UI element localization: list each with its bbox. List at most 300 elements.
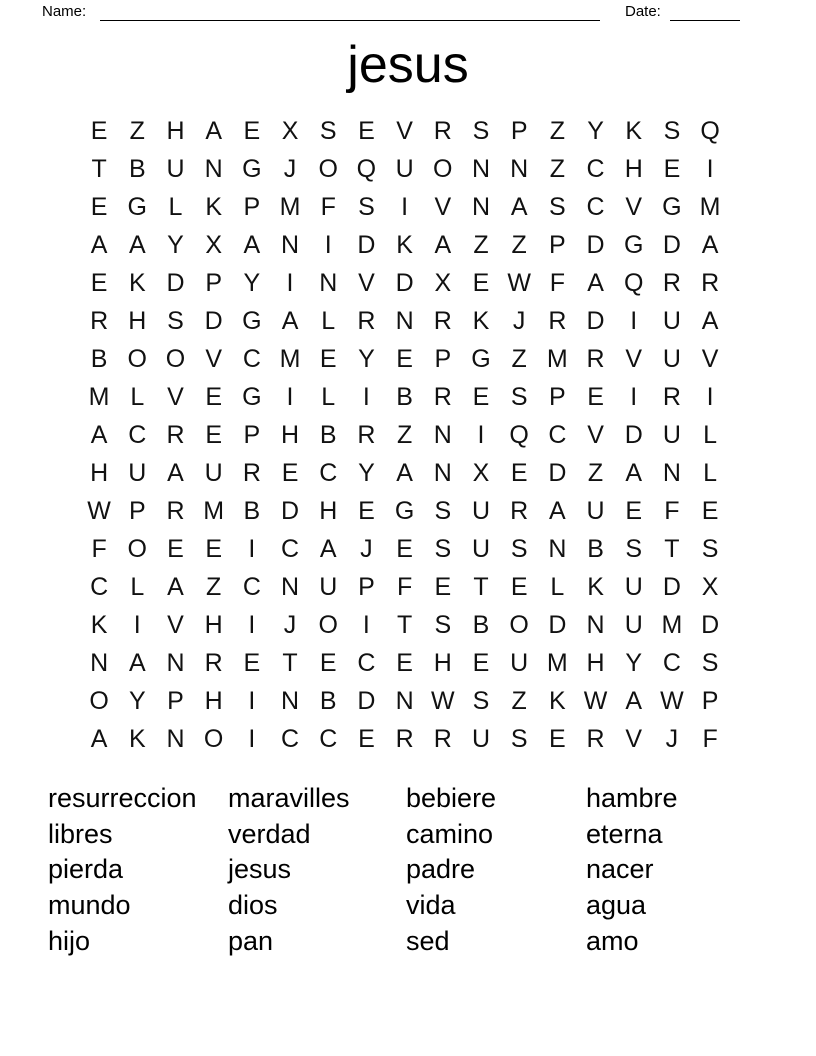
grid-letter: Z (511, 344, 527, 373)
grid-row (80, 150, 729, 188)
word-list-item: pan (228, 925, 274, 956)
grid-letter: Y (625, 649, 643, 678)
grid-letter: K (128, 268, 146, 297)
grid-row (80, 416, 729, 454)
word-list-item: verdad (228, 818, 311, 849)
grid-letter: K (205, 192, 222, 221)
grid-letter: C (128, 420, 147, 449)
grid-letter: R (510, 496, 529, 525)
grid-letter: P (128, 496, 146, 525)
grid-letter: R (242, 458, 261, 487)
grid-letter: N (548, 535, 567, 564)
grid-letter: N (586, 611, 605, 640)
grid-letter: N (662, 458, 681, 487)
grid-letter: A (701, 230, 719, 259)
grid-letter: I (248, 611, 256, 640)
grid-letter: E (205, 535, 222, 564)
grid-letter: E (319, 344, 337, 373)
grid-letter: R (433, 116, 452, 145)
grid-letter: L (550, 573, 565, 602)
grid-letter: E (243, 116, 261, 145)
grid-letter: H (128, 306, 147, 335)
grid-letter: B (319, 687, 337, 716)
grid-letter: N (433, 420, 452, 449)
grid-letter: B (396, 382, 413, 411)
grid-letter: J (360, 535, 373, 564)
grid-letter: F (91, 535, 107, 564)
grid-letter: A (319, 535, 337, 564)
grid-letter: D (548, 458, 567, 487)
grid-letter: S (358, 192, 375, 221)
grid-letter: A (701, 306, 719, 335)
grid-letter: N (166, 649, 185, 678)
grid-letter: I (286, 268, 294, 297)
grid-letter: S (701, 535, 719, 564)
grid-letter: V (701, 344, 719, 373)
grid-letter: A (90, 420, 108, 449)
grid-letter: G (242, 154, 262, 183)
grid-letter: G (127, 192, 147, 221)
grid-letter: E (358, 725, 375, 754)
grid-letter: U (319, 573, 338, 602)
grid-letter: S (549, 192, 566, 221)
date-blank-line (670, 2, 740, 21)
grid-row (80, 226, 729, 264)
grid-letter: I (286, 382, 294, 411)
grid-letter: A (434, 230, 452, 259)
grid-letter: H (166, 116, 185, 145)
grid-letter: J (512, 306, 526, 335)
grid-letter: I (630, 306, 638, 335)
grid-letter: U (204, 458, 223, 487)
grid-letter: H (281, 420, 300, 449)
grid-letter: A (549, 496, 566, 525)
grid-letter: F (396, 573, 413, 602)
grid-letter: D (548, 611, 567, 640)
grid-letter: F (320, 192, 336, 221)
name-blank-line (100, 2, 600, 21)
grid-letter: M (279, 192, 301, 221)
grid-letter: K (396, 230, 413, 259)
grid-letter: B (90, 344, 108, 373)
grid-letter: N (433, 458, 452, 487)
grid-letter: S (434, 611, 452, 640)
grid-letter: X (472, 458, 490, 487)
grid-letter: U (624, 611, 643, 640)
grid-letter: I (248, 687, 256, 716)
grid-letter: H (204, 611, 223, 640)
grid-letter: E (396, 344, 413, 373)
grid-letter: X (701, 573, 719, 602)
page-title: jesus (347, 36, 469, 94)
grid-letter: E (625, 496, 643, 525)
grid-letter: O (318, 611, 338, 640)
word-list-item: hijo (48, 925, 91, 956)
grid-letter: A (90, 725, 108, 754)
grid-letter: M (546, 344, 568, 373)
grid-letter: S (510, 725, 528, 754)
grid-letter: U (662, 344, 681, 373)
word-list-item: resurreccion (48, 783, 197, 813)
grid-letter: M (546, 649, 568, 678)
grid-letter: H (433, 649, 452, 678)
grid-letter: L (130, 382, 145, 411)
grid-letter: Y (587, 116, 604, 145)
grid-letter: L (321, 306, 336, 335)
grid-letter: O (433, 154, 453, 183)
grid-letter: R (433, 382, 452, 411)
grid-letter: E (358, 496, 375, 525)
grid-letter: S (472, 116, 490, 145)
grid-letter: H (624, 154, 643, 183)
grid-letter: T (664, 535, 680, 564)
grid-letter: A (587, 268, 604, 297)
grid-letter: I (401, 192, 409, 221)
grid-letter: N (204, 154, 223, 183)
word-list (48, 781, 678, 960)
grid-letter: R (586, 725, 605, 754)
grid-letter: Y (243, 268, 261, 297)
grid-letter: V (358, 268, 375, 297)
grid-letter: A (625, 458, 643, 487)
grid-letter: E (472, 268, 490, 297)
grid-letter: E (243, 649, 261, 678)
grid-letter: G (471, 344, 491, 373)
grid-row (80, 492, 729, 530)
grid-letter: C (281, 725, 300, 754)
word-list-item: jesus (228, 854, 292, 885)
grid-letter: L (130, 573, 145, 602)
grid-letter: B (319, 420, 337, 449)
grid-letter: C (319, 458, 338, 487)
grid-letter: E (434, 573, 452, 602)
grid-letter: N (166, 725, 185, 754)
grid-letter: L (703, 420, 718, 449)
word-list-item: maravilles (228, 783, 350, 813)
grid-letter: P (243, 192, 261, 221)
grid-row (80, 721, 729, 759)
grid-row (80, 531, 729, 569)
grid-letter: H (204, 687, 223, 716)
grid-letter: I (477, 420, 485, 449)
grid-letter: S (510, 382, 528, 411)
grid-letter: C (357, 649, 376, 678)
grid-letter: E (281, 458, 299, 487)
grid-letter: E (90, 116, 108, 145)
grid-letter: Q (623, 268, 644, 297)
grid-letter: D (395, 268, 414, 297)
grid-letter: H (319, 496, 338, 525)
grid-letter: M (661, 611, 683, 640)
grid-letter: W (507, 268, 531, 297)
grid-letter: E (396, 535, 413, 564)
date-label: Date: (625, 3, 661, 20)
grid-letter: Z (396, 420, 413, 449)
grid-letter: O (127, 535, 147, 564)
grid-letter: U (662, 420, 681, 449)
grid-letter: R (701, 268, 720, 297)
grid-letter: L (168, 192, 183, 221)
grid-row (80, 378, 729, 416)
grid-letter: C (90, 573, 109, 602)
grid-letter: B (243, 496, 261, 525)
grid-letter: V (396, 116, 413, 145)
grid-letter: F (702, 725, 718, 754)
grid-letter: Z (511, 230, 527, 259)
grid-letter: Z (549, 154, 565, 183)
grid-row (80, 264, 729, 302)
grid-letter: O (89, 687, 109, 716)
grid-letter: I (706, 154, 714, 183)
grid-letter: R (204, 649, 223, 678)
grid-letter: I (324, 230, 332, 259)
grid-letter: A (167, 458, 184, 487)
grid-letter: T (473, 573, 489, 602)
word-list-column (228, 781, 406, 960)
grid-letter: E (319, 649, 337, 678)
grid-letter: A (167, 573, 184, 602)
grid-letter: Z (473, 230, 489, 259)
word-list-item: pierda (48, 854, 124, 885)
grid-letter: U (395, 154, 414, 183)
grid-letter: H (586, 649, 605, 678)
grid-letter: A (243, 230, 261, 259)
word-list-item: camino (406, 818, 494, 849)
grid-letter: R (357, 420, 376, 449)
grid-letter: A (625, 687, 643, 716)
word-list-item: dios (228, 890, 278, 921)
grid-letter: E (663, 154, 681, 183)
word-list-item: mundo (48, 890, 131, 921)
grid-letter: R (357, 306, 376, 335)
grid-row (80, 340, 729, 378)
grid-letter: E (472, 382, 490, 411)
grid-letter: Y (358, 458, 375, 487)
word-list-column (586, 781, 678, 960)
grid-letter: M (203, 496, 225, 525)
grid-letter: V (587, 420, 604, 449)
grid-row (80, 188, 729, 226)
grid-letter: I (248, 725, 256, 754)
grid-letter: B (472, 611, 490, 640)
grid-letter: D (662, 573, 681, 602)
word-list-item: vida (406, 890, 456, 921)
grid-letter: N (90, 649, 109, 678)
grid-letter: M (699, 192, 721, 221)
grid-letter: O (165, 344, 186, 373)
grid-letter: M (88, 382, 110, 411)
grid-letter: M (279, 344, 301, 373)
grid-letter: D (204, 306, 223, 335)
grid-letter: W (583, 687, 608, 716)
grid-letter: K (587, 573, 604, 602)
word-list-item: hambre (586, 783, 678, 813)
grid-letter: C (586, 192, 605, 221)
grid-letter: Q (356, 154, 377, 183)
grid-letter: I (630, 382, 638, 411)
grid-letter: N (281, 573, 300, 602)
grid-letter: V (625, 725, 643, 754)
grid-letter: D (357, 687, 376, 716)
grid-letter: D (586, 230, 605, 259)
grid-letter: P (434, 344, 452, 373)
grid-letter: B (128, 154, 146, 183)
grid-letter: I (362, 382, 370, 411)
grid-letter: N (395, 687, 414, 716)
grid-letter: W (660, 687, 684, 716)
grid-letter: W (87, 496, 111, 525)
grid-letter: R (662, 268, 681, 297)
grid-letter: R (586, 344, 605, 373)
grid-letter: R (548, 306, 567, 335)
grid-letter: A (205, 116, 222, 145)
grid-letter: R (166, 420, 185, 449)
grid-letter: E (510, 458, 528, 487)
grid-letter: U (128, 458, 147, 487)
grid-letter: J (665, 725, 679, 754)
grid-letter: C (242, 344, 261, 373)
grid-letter: U (471, 535, 490, 564)
grid-letter: T (91, 154, 107, 183)
grid-letter: N (281, 230, 300, 259)
grid-letter: E (472, 649, 490, 678)
grid-letter: C (281, 535, 300, 564)
grid-letter: V (434, 192, 452, 221)
grid-letter: P (510, 116, 528, 145)
grid-letter: D (166, 268, 185, 297)
grid-letter: S (167, 306, 184, 335)
grid-letter: T (282, 649, 298, 678)
grid-letter: F (664, 496, 680, 525)
grid-letter: D (281, 496, 300, 525)
word-list-item: amo (586, 925, 639, 956)
word-list-item: padre (406, 854, 476, 885)
grid-letter: C (586, 154, 605, 183)
grid-letter: P (549, 230, 566, 259)
grid-letter: N (395, 306, 414, 335)
grid-letter: T (396, 611, 413, 640)
word-list-item: nacer (586, 854, 654, 885)
grid-letter: X (281, 116, 299, 145)
grid-letter: R (166, 496, 185, 525)
grid-letter: G (623, 230, 644, 259)
grid-letter: R (662, 382, 681, 411)
grid-letter: I (362, 611, 370, 640)
name-label: Name: (42, 3, 87, 20)
grid-letter: A (90, 230, 108, 259)
grid-letter: A (510, 192, 528, 221)
grid-letter: G (394, 496, 415, 525)
grid-letter: P (701, 687, 719, 716)
grid-letter: N (471, 154, 490, 183)
grid-row (80, 112, 729, 150)
grid-letter: S (472, 687, 490, 716)
grid-letter: O (318, 154, 338, 183)
grid-letter: D (662, 230, 681, 259)
grid-letter: V (167, 382, 184, 411)
grid-letter: E (587, 382, 604, 411)
grid-letter: V (625, 344, 643, 373)
grid-row (80, 454, 729, 492)
grid-row (80, 569, 729, 607)
grid-letter: P (205, 268, 222, 297)
grid-row (80, 683, 729, 721)
grid-letter: X (205, 230, 222, 259)
grid-letter: R (433, 306, 452, 335)
grid-letter: A (281, 306, 299, 335)
grid-letter: E (396, 649, 413, 678)
grid-letter: P (243, 420, 261, 449)
grid-letter: Z (549, 116, 565, 145)
grid-letter: Q (509, 420, 529, 449)
grid-letter: Z (587, 458, 604, 487)
grid-letter: Y (128, 687, 146, 716)
grid-letter: U (624, 573, 643, 602)
grid-letter: Z (206, 573, 222, 602)
grid-letter: A (128, 649, 146, 678)
grid-letter: J (283, 154, 297, 183)
grid-letter: A (396, 458, 413, 487)
grid-letter: E (90, 268, 108, 297)
grid-letter: V (167, 611, 184, 640)
grid-letter: I (706, 382, 714, 411)
grid-letter: E (90, 192, 108, 221)
grid-letter: E (701, 496, 719, 525)
grid-letter: E (358, 116, 375, 145)
grid-letter: R (433, 725, 452, 754)
grid-letter: Q (700, 116, 720, 145)
grid-letter: E (205, 420, 222, 449)
grid-letter: N (510, 154, 529, 183)
grid-letter: Y (167, 230, 184, 259)
grid-letter: W (430, 687, 455, 716)
grid-letter: K (549, 687, 566, 716)
word-list-item: agua (586, 890, 647, 921)
grid-letter: N (319, 268, 338, 297)
grid-letter: V (625, 192, 643, 221)
grid-letter: F (549, 268, 565, 297)
grid-letter: Y (358, 344, 375, 373)
grid-letter: U (586, 496, 605, 525)
grid-letter: L (321, 382, 336, 411)
grid-row (80, 645, 729, 683)
word-list-item: bebiere (406, 783, 497, 813)
grid-letter: U (166, 154, 185, 183)
grid-letter: S (701, 649, 719, 678)
grid-letter: K (128, 725, 146, 754)
grid-letter: P (167, 687, 184, 716)
grid-letter: V (205, 344, 222, 373)
grid-letter: U (471, 496, 490, 525)
grid-letter: U (510, 649, 529, 678)
grid-row (80, 302, 729, 340)
grid-letter: O (509, 611, 529, 640)
grid-letter: E (510, 573, 528, 602)
grid-letter: C (319, 725, 338, 754)
word-list-item: sed (406, 925, 450, 956)
grid-letter: Z (511, 687, 527, 716)
grid-letter: S (319, 116, 337, 145)
grid-letter: K (90, 611, 108, 640)
grid-letter: U (471, 725, 490, 754)
grid-letter: J (283, 611, 297, 640)
grid-letter: L (703, 458, 718, 487)
grid-letter: Z (129, 116, 145, 145)
grid-letter: O (127, 344, 147, 373)
grid-letter: S (625, 535, 643, 564)
letter-grid (80, 112, 729, 759)
grid-letter: B (587, 535, 604, 564)
